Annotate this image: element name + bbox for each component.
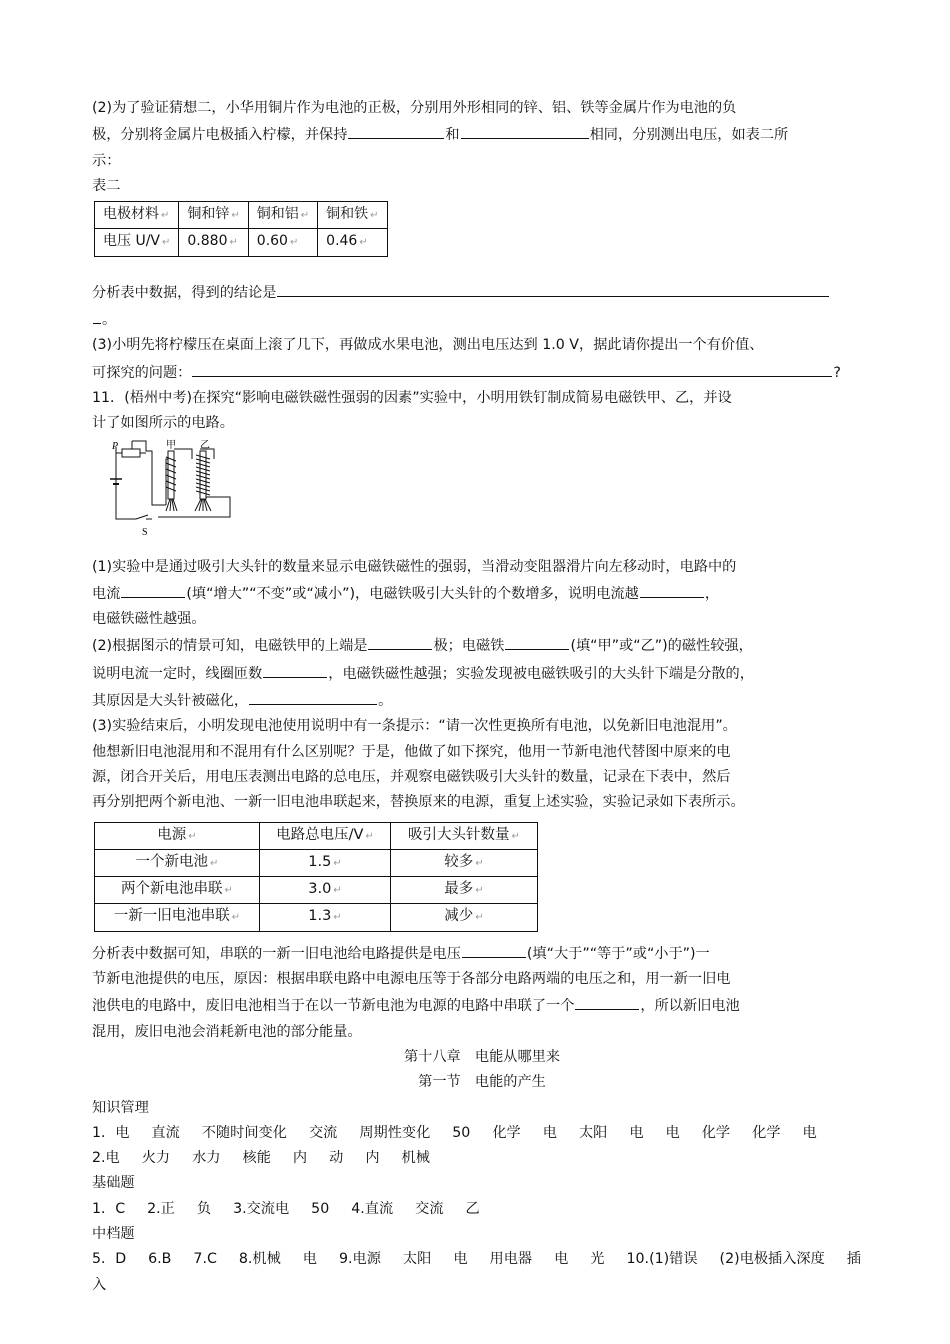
answer-blank[interactable] [249, 687, 377, 705]
answer-token: 电 [802, 1124, 817, 1141]
answer-token: 8.机械 [238, 1251, 281, 1268]
document-page [92, 96, 872, 1298]
answer-token: 光 [590, 1251, 605, 1268]
q11-line1: 11．(梧州中考)在探究“影响电磁铁磁性强弱的因素”实验中，小明用铁钉制成简易电磁铁甲、乙，并设 [92, 389, 732, 406]
q11-part3-line1: (3)实验结束后，小明发现电池使用说明中有一条提示：“请一次性更换所有电池，以免新旧电池混用”。 [92, 718, 737, 735]
table-cell: 1.3 ↵ [260, 904, 391, 931]
q10-part3-line2: 可探究的问题： ? [92, 359, 872, 386]
answer-token: 乙 [465, 1200, 480, 1217]
q11-part3-line4: 再分别把两个新电池、一新一旧电池串联起来，替换原来的电源，重复上述实验，实验记录如下表所示。 [92, 794, 745, 811]
answer-blank[interactable] [368, 632, 432, 650]
analysis-line1: 分析表中数据可知，串联的一新一旧电池给电路提供是电压 (填“大于”“等于”或“小于”)一 [92, 940, 872, 967]
table-header: 电源 ↵ [95, 822, 260, 849]
answer-blank[interactable] [461, 121, 589, 139]
answer-token: 电 [453, 1251, 468, 1268]
table-row [95, 877, 538, 904]
answer-token: 机械 [401, 1150, 430, 1167]
section-title: 第一节 电能的产生 [418, 1074, 546, 1091]
table-header: 电极材料 ↵ [95, 202, 179, 229]
q11-part2-line3: 其原因是大头针被磁化， 。 [92, 687, 872, 714]
answer-token: 50 [452, 1124, 471, 1141]
q11-part1-line3: 电磁铁磁性越强。 [92, 611, 206, 628]
answer-blank[interactable] [93, 306, 101, 324]
answer-token: 9.电源 [339, 1251, 381, 1268]
table-row [95, 904, 538, 931]
q11-line2: 计了如图所示的电路。 [92, 415, 234, 432]
table-cell: 0.880 ↵ [179, 229, 248, 256]
answer-token: (2)电极插入深度 [719, 1251, 825, 1268]
table2-caption: 表二 [92, 177, 121, 194]
table-header: 铜和铁 ↵ [318, 202, 387, 229]
table-header: 电路总电压/V ↵ [260, 822, 391, 849]
answer-token: 50 [311, 1200, 330, 1217]
table-cell: 一个新电池 ↵ [95, 849, 260, 876]
q11-part1-line2: 电流 (填“增大”“不变”或“减小”)，电磁铁吸引大头针的个数增多，说明电流越 ， [92, 580, 872, 607]
answer-token: 电 [554, 1251, 569, 1268]
answer-token: 1．电 [92, 1124, 130, 1141]
answer-token: 10.(1)错误 [626, 1251, 698, 1268]
electromagnet-jia [166, 451, 177, 511]
table-cell: 一新一旧电池串联 ↵ [95, 904, 260, 931]
table-row [95, 202, 388, 229]
q11-part3-line2: 他想新旧电池混用和不混用有什么区别呢？于是，他做了如下探究，他用一节新电池代替图中原来的电 [92, 743, 731, 760]
table-2 [94, 201, 388, 257]
analysis-line4: 混用，废旧电池会消耗新电池的部分能量。 [92, 1023, 362, 1040]
answer-token: 动 [329, 1150, 344, 1167]
label-s: S [142, 526, 148, 538]
q11-part3-line3: 源，闭合开关后，用电压表测出电路的总电压，并观察电磁铁吸引大头针的数量，记录在下表中，然后 [92, 768, 731, 785]
conclusion-end: 。 [92, 306, 872, 333]
conclusion-line: 分析表中数据，得到的结论是 [92, 279, 872, 306]
answer-token: 7.C [193, 1251, 217, 1268]
basic-label: 基础题 [92, 1175, 135, 1192]
q10-part3-line1: (3)小明先将柠檬压在桌面上滚了几下，再做成水果电池，测出电压达到 1.0 V，据此请你提出一个有价值、 [92, 337, 764, 354]
answer-token: 电 [665, 1124, 680, 1141]
analysis-line3: 池供电的电路中，废旧电池相当于在以一节新电池为电源的电路中串联了一个 ，所以新旧电池 [92, 992, 872, 1019]
answer-token: 水力 [192, 1150, 221, 1167]
table-header: 铜和铝 ↵ [248, 202, 317, 229]
table-row [95, 822, 538, 849]
table-cell: 减少 ↵ [391, 904, 538, 931]
answer-token: 电 [302, 1251, 317, 1268]
electromagnet-yi [195, 451, 216, 511]
answer-token: 4.直流 [351, 1200, 394, 1217]
answer-token: 周期性变化 [359, 1124, 431, 1141]
answer-token: 6.B [148, 1251, 172, 1268]
table-header: 吸引大头针数量 ↵ [391, 822, 538, 849]
answer-token: 直流 [151, 1124, 180, 1141]
table-cell: 两个新电池串联 ↵ [95, 877, 260, 904]
answer-token: 火力 [141, 1150, 171, 1167]
answer-line-k1 [92, 1121, 872, 1146]
answer-token: 2.电 [92, 1150, 120, 1167]
answer-token: 电 [542, 1124, 557, 1141]
answer-token: 化学 [492, 1124, 521, 1141]
answer-token: 负 [196, 1200, 212, 1217]
table-cell: 最多 ↵ [391, 877, 538, 904]
table-cell: 电压 U/V ↵ [95, 229, 179, 256]
table-cell: 较多 ↵ [391, 849, 538, 876]
label-jia: 甲 [166, 439, 176, 451]
answer-token: 插入 [92, 1251, 861, 1293]
table-cell: 1.5 ↵ [260, 849, 391, 876]
answer-blank[interactable] [263, 660, 327, 678]
answer-token: 太阳 [578, 1124, 608, 1141]
answer-token: 化学 [752, 1124, 781, 1141]
knowledge-label: 知识管理 [92, 1099, 149, 1116]
answer-token: 2.正 [147, 1200, 175, 1217]
answer-blank[interactable] [640, 580, 704, 598]
answer-blank[interactable] [121, 580, 185, 598]
answer-token: 用电器 [489, 1251, 533, 1268]
q11-part2-line2: 说明电流一定时，线圈匝数 ，电磁铁磁性越强；实验发现被电磁铁吸引的大头针下端是分散的， [92, 660, 872, 687]
answer-token: 5．D [92, 1251, 127, 1268]
answer-line-k2 [92, 1146, 872, 1171]
label-p: P [112, 440, 119, 452]
answer-token: 核能 [242, 1150, 271, 1167]
answer-line-m1 [92, 1247, 872, 1298]
mid-label: 中档题 [92, 1225, 135, 1242]
answer-token: 内 [365, 1150, 380, 1167]
table-row [95, 229, 388, 256]
electromagnet-circuit-diagram [92, 439, 242, 539]
answer-token: 交流 [415, 1200, 444, 1217]
q11-part2-line1: (2)根据图示的情景可知，电磁铁甲的上端是 极；电磁铁 (填“甲”或“乙”)的磁性较强， [92, 632, 872, 659]
answer-token: 内 [292, 1150, 308, 1167]
answer-token: 3.交流电 [233, 1200, 290, 1217]
table-cell: 3.0 ↵ [260, 877, 391, 904]
answer-token: 太阳 [402, 1251, 432, 1268]
analysis-line2: 节新电池提供的电压，原因：根据串联电路中电源电压等于各部分电路两端的电压之和，用一新一旧电 [92, 971, 731, 988]
answer-blank[interactable] [192, 359, 832, 377]
answer-token: 化学 [701, 1124, 731, 1141]
q10-part2-line3: 示： [92, 152, 121, 169]
answer-token: 交流 [308, 1124, 338, 1141]
table-row [95, 849, 538, 876]
table-3 [94, 822, 538, 932]
answer-blank[interactable] [277, 279, 829, 297]
answer-blank[interactable] [575, 992, 639, 1010]
label-yi: 乙 [200, 439, 210, 451]
table-cell: 0.46 ↵ [318, 229, 387, 256]
table-cell: 0.60 ↵ [248, 229, 317, 256]
answer-token: 不随时间变化 [201, 1124, 287, 1141]
q11-part1-line1: (1)实验中是通过吸引大头针的数量来显示电磁铁磁性的强弱，当滑动变阻器滑片向左移动时，电路中的 [92, 558, 737, 575]
answer-blank[interactable] [462, 940, 526, 958]
answer-blank[interactable] [505, 632, 569, 650]
q10-part2-line1: (2)为了验证猜想二，小华用铜片作为电池的正极，分别用外形相同的锌、铝、铁等金属片作为电池的负 [92, 100, 737, 116]
table-header: 铜和锌 ↵ [179, 202, 248, 229]
answer-token: 1．C [92, 1200, 126, 1217]
q10-part2-line2: 极，分别将金属片电极插入柠檬，并保持 和 相同，分别测出电压，如表二所 [92, 121, 872, 148]
answer-token: 电 [629, 1124, 644, 1141]
answer-blank[interactable] [348, 121, 444, 139]
chapter-title: 第十八章 电能从哪里来 [403, 1048, 561, 1065]
answer-line-b1 [92, 1197, 872, 1222]
